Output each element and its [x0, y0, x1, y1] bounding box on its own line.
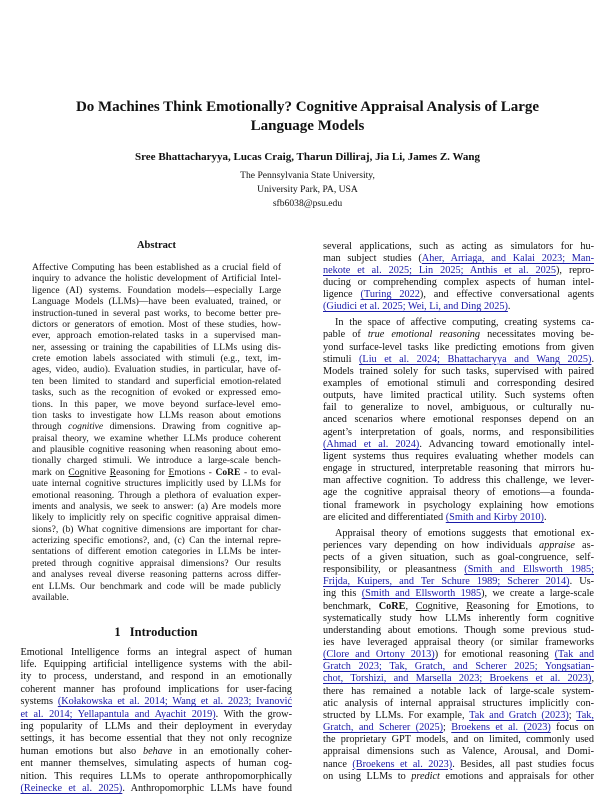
text-run: preted through cognitive appraisal dimensions? Our results	[32, 557, 281, 569]
italic-text: predict	[411, 770, 440, 782]
text-line	[323, 390, 594, 402]
paragraph	[32, 262, 281, 603]
text-run: . Besides, all past studies focus	[452, 758, 594, 770]
text-run: ligent systems thus requires evaluating whether models can	[323, 450, 594, 462]
citation-link[interactable]: Tak,	[576, 709, 594, 721]
text-run: in an emotionally coher-	[172, 745, 292, 757]
text-run: .	[507, 301, 511, 313]
text-line	[323, 329, 594, 341]
citation-link[interactable]: (Ahmad et al. 2024)	[323, 438, 420, 450]
text-run: ), and effective conversational agents	[419, 289, 594, 301]
bold-text: CoRE	[215, 466, 241, 478]
citation-link[interactable]: (Liu et al. 2024; Bhattacharyya and Wang 2025)	[359, 353, 592, 365]
text-line	[323, 552, 594, 564]
text-line	[323, 771, 594, 783]
text-run: Appraisal theory of emotions suggests that emotional ex-	[335, 527, 594, 539]
text-line	[323, 289, 594, 301]
text-line	[32, 376, 281, 387]
text-line	[323, 698, 594, 710]
text-line	[21, 671, 293, 683]
text-line	[323, 378, 594, 390]
text-run: - to eval-	[240, 466, 281, 478]
text-run: crete emotion labels associated with stimuli (e.g., text, im-	[32, 353, 281, 364]
text-run: and analyses reveal diverse reasoning patterns across differ-	[32, 569, 281, 581]
underlined-letters: E	[168, 466, 175, 478]
text-line	[32, 285, 281, 296]
text-run: nance	[323, 758, 353, 770]
citation-link[interactable]: (Broekens et al. 2023)	[352, 758, 453, 770]
citation-link[interactable]: Broekens et al. (2023)	[451, 722, 551, 734]
citation-link[interactable]: (Turing 2022	[360, 289, 420, 301]
text-run: understanding about emotions. Though some previous stud-	[323, 624, 594, 636]
text-run: necessitates moving be-	[480, 329, 594, 341]
text-line	[323, 402, 594, 414]
citation-link[interactable]: Frijda, Kuipers, and Ter Schure 1989; Scherer 2014)	[323, 576, 570, 588]
underlined-letters: Co	[415, 600, 428, 612]
text-run: atic analysis of internal appraisal structures implicitly con-	[323, 697, 594, 709]
text-line	[323, 427, 594, 439]
text-line	[323, 564, 594, 576]
text-line	[32, 524, 281, 535]
text-line	[323, 439, 594, 451]
text-run: examples of emotional stimuli and corresponding desired	[323, 378, 594, 389]
text-run: easoning for	[116, 466, 169, 478]
text-line	[32, 512, 281, 523]
text-run: stimuli	[323, 353, 360, 365]
text-line	[323, 253, 594, 265]
text-run: tion tasks to investigate how LLMs reason about emotions	[32, 409, 281, 421]
citation-link[interactable]: et al. 2014; Yellapantula and Ayachit 2019)	[20, 708, 216, 720]
text-line	[32, 353, 281, 364]
text-run: acterizing specific emotions?, and, (c) Can the internal repre-	[32, 535, 281, 546]
text-line	[32, 308, 281, 319]
text-run: easoning for	[473, 600, 537, 612]
text-line	[21, 758, 293, 770]
paragraph	[21, 647, 293, 796]
text-run: .	[591, 353, 594, 365]
italic-text: cognitive	[68, 421, 104, 433]
text-run: coherent manner has profound implications for user-facing	[20, 683, 292, 695]
text-run: outputs, have limited practical utility. Such systems often	[323, 390, 594, 402]
text-run: as-	[574, 539, 594, 551]
text-run: ), repro-	[556, 264, 594, 276]
affiliation-institution: The Pennsylvania State University,	[240, 170, 375, 181]
text-run: systems	[20, 696, 58, 708]
text-line	[32, 535, 281, 546]
paragraph	[323, 528, 594, 783]
text-run: ages, video, audio). Evaluation studies, in particular, have of-	[32, 364, 281, 376]
text-line	[323, 451, 594, 463]
text-line	[32, 330, 281, 341]
text-run: Language Models (LLMs)—have been evaluated, trained, or	[32, 296, 281, 308]
text-run: ent LLMs. Our benchmark and code will be made publicly	[32, 580, 281, 592]
text-run: on using LLMs to	[323, 770, 412, 782]
underlined-letters: E	[536, 600, 543, 612]
text-run: ), we create a large-scale	[481, 588, 594, 600]
paragraph	[323, 317, 594, 524]
text-line	[32, 490, 281, 501]
italic-text: true emotional reasoning	[367, 329, 481, 341]
citation-link[interactable]: (Smith and Kirby 2010)	[445, 511, 544, 523]
title-line-2: Language Models	[250, 118, 365, 134]
citation-link[interactable]: Tak and Gratch (2023)	[469, 709, 569, 721]
text-line	[21, 721, 293, 733]
citation-link[interactable]: (Reinecke et al. 2025)	[20, 782, 123, 794]
text-run: . Us-	[569, 576, 594, 588]
text-run: focus on	[550, 722, 594, 734]
text-run: several applications, such as acting as simulators for hu-	[323, 240, 594, 252]
citation-link[interactable]: nekote et al. 2025; Lin 2025; Anthis et al. 2025	[323, 264, 556, 276]
text-line	[32, 387, 281, 398]
text-run: instruction-tuned in several past works, to become better pre-	[32, 307, 281, 319]
text-run: ligence	[323, 289, 361, 301]
text-line	[323, 637, 594, 649]
affiliation-location: University Park, PA, USA	[257, 184, 358, 195]
text-line	[323, 528, 594, 540]
text-run: human emotions but also	[20, 745, 143, 757]
text-line	[32, 592, 281, 603]
text-line	[323, 710, 594, 722]
text-run: life. Equipping artificial intelligence systems with the abil-	[20, 658, 292, 670]
text-run: dictors or generators of emotion. Most of these studies, how-	[32, 318, 281, 330]
text-line	[323, 500, 594, 512]
citation-link[interactable]: (Clore and Ortony 2013)	[323, 649, 435, 661]
text-run: ing popularity of LLMs and their deployment in everyday	[20, 720, 292, 732]
text-line	[32, 262, 281, 273]
author-list: Sree Bhattacharyya, Lucas Craig, Tharun Dilliraj, Jia Li, James Z. Wang	[135, 151, 480, 163]
text-run: . Anthropomorphic LLMs have found	[122, 782, 292, 794]
text-line	[323, 649, 594, 661]
text-run: agent’s interpretation of goals, norms, and responsibilities	[323, 426, 594, 438]
text-line	[323, 475, 594, 487]
text-run: ligence (AI) systems. Foundation models—especially Large	[32, 284, 281, 296]
text-line	[21, 733, 293, 745]
text-run: ducing or comprehending complex aspects of human intel-	[323, 277, 594, 289]
text-line	[21, 783, 293, 795]
text-run: emotions and appraisals for other	[439, 770, 594, 782]
text-line	[323, 463, 594, 475]
text-line	[323, 601, 594, 613]
text-run: inquiry to advance the holistic development of Artificial Intel-	[32, 273, 281, 285]
text-line	[323, 722, 594, 734]
text-line	[21, 647, 293, 659]
text-run: Affective Computing has been established as a crucial field of	[32, 262, 281, 273]
text-run: sentations of different emotion categories in LLMs be inter-	[32, 546, 281, 558]
text-run: pects of a given situation, such as goal-congruence, self-	[323, 551, 594, 563]
text-line	[32, 569, 281, 580]
paragraph	[323, 241, 594, 314]
citation-link[interactable]: (Kołakowska et al. 2014; Wang et al. 2023; Ivanović	[57, 696, 292, 708]
citation-link[interactable]: (Tak and	[554, 649, 594, 661]
text-run: uate internal cognitive structures implicitly used by LLMs for	[32, 478, 281, 490]
text-line	[32, 421, 281, 432]
text-line	[21, 746, 293, 758]
text-line	[32, 558, 281, 569]
text-line	[32, 478, 281, 489]
text-run: ) for emotional reasoning	[434, 649, 555, 661]
text-line	[323, 686, 594, 698]
text-run: . With the grow-	[215, 708, 292, 720]
citation-link[interactable]: (Smith and Ellsworth 1985	[361, 588, 482, 600]
text-line	[32, 455, 281, 466]
text-line	[32, 273, 281, 284]
abstract-body	[32, 262, 281, 603]
text-line	[323, 265, 594, 277]
text-line	[323, 746, 594, 758]
text-run: dimensions. Drawing from cognitive ap-	[103, 421, 281, 433]
text-line	[323, 512, 594, 524]
text-run: ent manner themselves, simulating aspects of human cog-	[20, 758, 292, 770]
text-run: there has remained a notable lack of large-scale system-	[323, 685, 594, 697]
text-run: gnitive	[79, 466, 110, 478]
text-line	[32, 399, 281, 410]
text-run: ity to process, understand, and respond in an emotionally	[20, 671, 292, 683]
text-line	[323, 277, 594, 289]
text-line	[32, 342, 281, 353]
text-line	[323, 487, 594, 499]
text-run: ing this	[323, 588, 362, 600]
text-line	[21, 684, 293, 696]
text-run: ;	[443, 722, 452, 734]
text-run: ;	[568, 709, 577, 721]
text-line	[323, 625, 594, 637]
citation-link[interactable]: (Smith and Ellsworth 1985;	[464, 564, 594, 576]
citation-link[interactable]: (Giudici et al. 2025; Wei, Li, and Ding 2025)	[323, 301, 508, 313]
text-line	[21, 709, 293, 721]
text-line	[323, 661, 594, 673]
text-line	[323, 734, 594, 746]
text-run: the proprietary GPT models, and on limited, commonly used	[323, 734, 594, 746]
text-run: tionally charged stimuli. We introduce a large-scale bench-	[32, 455, 281, 467]
text-run: Models trained solely for such tasks, supervised with paired	[323, 365, 594, 377]
introduction-heading: 1 Introduction	[114, 625, 198, 639]
text-run: ten been limited to standard and superficial emotion-related	[32, 375, 281, 387]
text-line	[21, 771, 293, 783]
text-run: ner, assessing or training the capabilities of LLMs using dis-	[32, 341, 281, 353]
text-run: age the cognitive appraisal theory of emotions—a founda-	[323, 487, 594, 499]
text-run: systematically study how LLMs inherently form cognitive	[323, 612, 594, 624]
text-run: .	[543, 511, 547, 523]
text-run: fail to generalize to novel, ambiguous, or culturally nu-	[323, 402, 594, 414]
text-line	[32, 410, 281, 421]
text-run: gnitive,	[427, 600, 467, 612]
text-line	[32, 581, 281, 592]
citation-link[interactable]: chot, Torshizi, and Marsella 2023; Broekens et al. 2023)	[323, 673, 592, 685]
text-run: man affective cognition. To address this challenge, we lever-	[323, 475, 594, 487]
text-run: iments and analysis, we seek to answer: (a) Are models more	[32, 500, 281, 512]
text-line	[21, 659, 293, 671]
text-line	[323, 414, 594, 426]
underlined-letters: R	[109, 466, 117, 478]
text-line	[21, 696, 293, 708]
text-run: tional framework in psychology explaining how emotions	[323, 499, 594, 511]
text-run: available.	[32, 591, 69, 603]
introduction-right-column	[323, 241, 594, 783]
text-run: anced scenarios where emotional responses depend on an	[323, 414, 594, 426]
text-run: through	[32, 421, 69, 433]
citation-link[interactable]: Gratch, and Scherer (2025)	[323, 722, 444, 734]
abstract-heading: Abstract	[136, 240, 177, 251]
citation-link[interactable]: Aher, Arriaga, and Kalai 2023; Man-	[421, 252, 594, 264]
text-line	[323, 613, 594, 625]
text-line	[323, 576, 594, 588]
text-line	[323, 759, 594, 771]
paper-title	[0, 98, 615, 136]
text-line	[323, 354, 594, 366]
text-run: yond surface-level tasks like predicting emotions from given	[323, 341, 594, 353]
text-line	[32, 467, 281, 478]
text-run: ,	[405, 600, 416, 612]
text-line	[32, 296, 281, 307]
text-run: . Advancing toward emotionally intel-	[419, 438, 595, 450]
text-line	[32, 319, 281, 330]
affiliation	[0, 169, 615, 211]
underlined-letters: Co	[68, 466, 80, 478]
text-run: periences vary depending on how individuals	[323, 539, 540, 551]
text-run: sions?, (b) What cognitive dimensions are important for char-	[32, 523, 281, 535]
text-line	[323, 317, 594, 329]
text-run: and plausible cognitive reasoning when reasoning about emo-	[32, 444, 281, 455]
text-run: structed by LLMs. For example,	[323, 709, 470, 721]
title-line-1: Do Machines Think Emotionally? Cognitive Appraisal Analysis of Large	[75, 99, 540, 115]
text-run: are elicited and differentiated	[323, 511, 446, 523]
text-run: mark on	[32, 466, 69, 478]
text-line	[323, 366, 594, 378]
text-run: tasks, such as the recognition of evoked or expressed emo-	[32, 387, 281, 399]
bold-text: CoRE	[378, 600, 406, 612]
text-run: engage in structured, interpretable reasoning that mirrors hu-	[323, 463, 594, 475]
citation-link[interactable]: Gratch 2023; Tak, Gratch, and Scherer 2025; Yongsatian-	[323, 661, 594, 673]
text-line	[323, 673, 594, 685]
text-line	[323, 342, 594, 354]
text-run: Emotional Intelligence forms an integral aspect of human	[20, 646, 292, 658]
text-run: In the space of affective computing, creating systems ca-	[335, 317, 594, 329]
underlined-letters: R	[466, 600, 474, 612]
text-run: tions. In this paper, we move beyond surface-level emo-	[32, 398, 281, 410]
text-run: responsibility, or pleasantness	[323, 564, 465, 576]
text-run: ,	[591, 673, 594, 685]
text-line	[323, 301, 594, 313]
author-email: sfb6038@psu.edu	[272, 198, 343, 209]
text-line	[32, 501, 281, 512]
text-run: ies have leveraged appraisal theory (or similar frameworks	[323, 636, 594, 648]
text-line	[323, 540, 594, 552]
italic-text: behave	[142, 745, 173, 757]
text-line	[323, 588, 594, 600]
text-run: praisal theory, we examine whether LLMs produce coherent	[32, 432, 281, 444]
text-run: emotional reasoning. Through a plethora of evaluation exper-	[32, 489, 281, 501]
text-line	[32, 364, 281, 375]
text-run: benchmark,	[323, 600, 379, 612]
text-run: pable of	[323, 329, 368, 341]
text-run: settings, it has become essential that they not only recognize	[20, 733, 292, 745]
text-run: nition. This requires LLMs to operate anthropomorphically	[20, 770, 292, 782]
text-run: man subject studies (	[323, 252, 422, 264]
introduction-left-column	[21, 647, 293, 796]
text-line	[32, 433, 281, 444]
text-run: motions, to	[542, 600, 594, 612]
text-run: appraisal dimensions such as Valence, Arousal, and Domi-	[323, 746, 594, 758]
text-run: ever, approach emotion-related tasks in a supervised man-	[32, 330, 281, 342]
text-line	[323, 241, 594, 253]
text-run: likely to implicitly rely on specific cognitive appraisal dimen-	[32, 512, 281, 524]
text-run: motions -	[174, 466, 216, 478]
text-line	[32, 444, 281, 455]
italic-text: appraise	[539, 539, 575, 551]
text-line	[32, 546, 281, 557]
